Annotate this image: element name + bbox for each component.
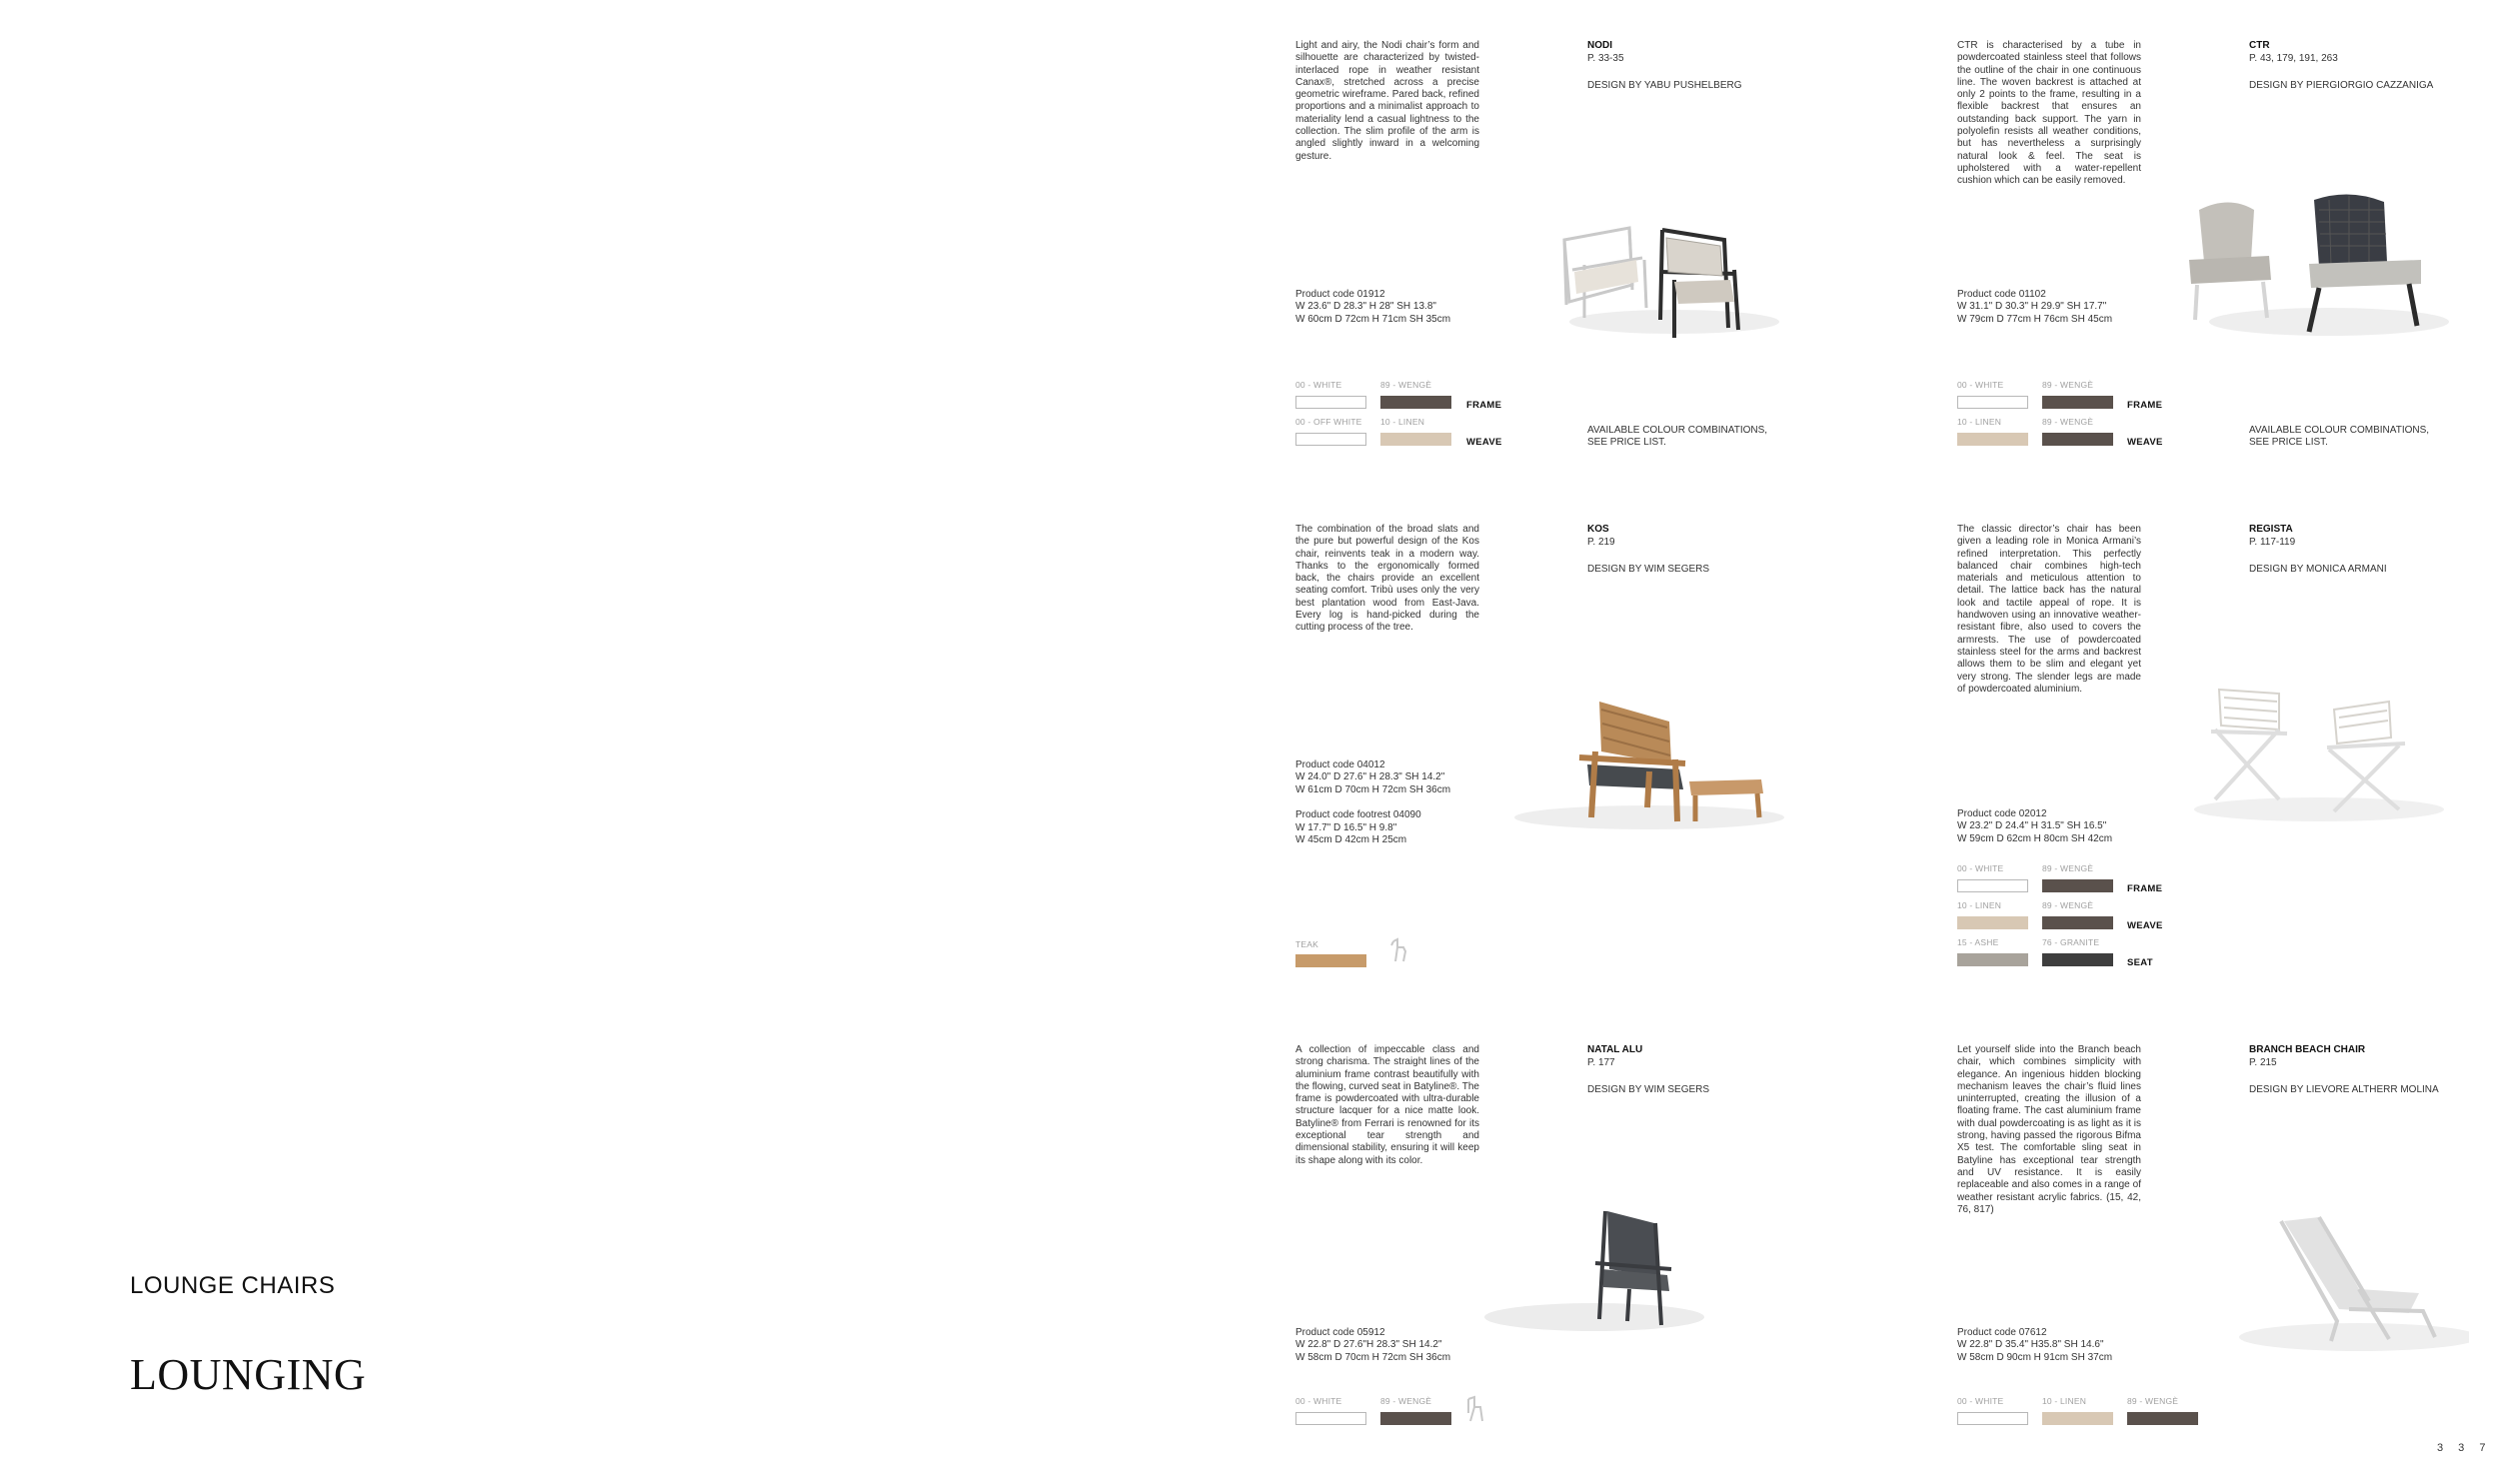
- regista-swatch-label-6: 76 - GRANITE: [2042, 937, 2100, 947]
- branch-chair-image: [2209, 1209, 2469, 1359]
- ctr-available-line-2: SEE PRICE LIST.: [2249, 437, 2328, 448]
- natal-codes: [1295, 1327, 1515, 1364]
- nodi-cat-frame: FRAME: [1466, 400, 1502, 411]
- ctr-name: CTR: [2249, 40, 2270, 51]
- kos-codes: [1295, 759, 1515, 846]
- regista-swatch-3: [1957, 916, 2028, 929]
- natal-meta: [1587, 1044, 1807, 1097]
- branch-dims-cm: W 58cm D 90cm H 91cm SH 37cm: [1957, 1351, 2113, 1363]
- page-number: 3 3 7: [2437, 1442, 2492, 1454]
- nodi-cat-weave: WEAVE: [1466, 437, 1502, 448]
- ctr-chair-image: [2159, 190, 2459, 345]
- ctr-meta: [2249, 40, 2469, 93]
- nodi-available-line-2: SEE PRICE LIST.: [1587, 437, 1666, 448]
- ctr-swatch-label-3: 10 - LINEN: [1957, 417, 2002, 427]
- ctr-codes: [1957, 289, 2177, 326]
- regista-product-code: Product code 02012: [1957, 808, 2047, 819]
- branch-dims-in: W 22.8" D 35.4" H35.8" SH 14.6": [1957, 1339, 2104, 1351]
- natal-swatch-2: [1380, 1412, 1451, 1425]
- nodi-swatch-label-2: 89 - WENGÈ: [1380, 380, 1432, 390]
- ctr-swatch-1: [1957, 396, 2028, 409]
- natal-dims-in: W 22.8" D 27.6"H 28.3" SH 14.2": [1295, 1339, 1442, 1351]
- nodi-swatch-1: [1295, 396, 1366, 409]
- regista-swatch-4: [2042, 916, 2113, 929]
- regista-swatch-1: [1957, 879, 2028, 892]
- natal-swatch-1: [1295, 1412, 1366, 1425]
- natal-swatch-label-2: 89 - WENGÈ: [1380, 1396, 1432, 1406]
- regista-swatch-2: [2042, 879, 2113, 892]
- kos-dims-cm: W 61cm D 70cm H 72cm SH 36cm: [1295, 783, 1451, 795]
- kos-swatch-label-1: TEAK: [1295, 939, 1319, 949]
- outdoor-chair-icon: [1462, 1395, 1486, 1430]
- kos-description: The combination of the broad slats and the pure but powerful design of the Kos chair, reinvents teak in a modern way. Thanks to the ergonomically formed back, the chairs provide an excellent seating comfort. Tribù uses only the very best plantation wood from East-Java. Every log is hand-picked during the cutting process of the tree.: [1295, 524, 1479, 634]
- regista-swatch-label-3: 10 - LINEN: [1957, 900, 2002, 910]
- branch-swatch-3: [2127, 1412, 2198, 1425]
- nodi-chair-image: [1524, 210, 1794, 350]
- natal-pages: P. 177: [1587, 1056, 1615, 1068]
- nodi-product-code: Product code 01912: [1295, 289, 1385, 300]
- nodi-dims-in: W 23.6" D 28.3" H 28" SH 13.8": [1295, 301, 1436, 313]
- nodi-description: Light and airy, the Nodi chair’s form and silhouette are characterized by twisted-interlaced rope in weather resistant Canax®, stretched across a precise geometric wireframe. Pared back, refined proportions and a minimalist approach to materiality lend a casual lightness to the collection. The slim profile of the arm is angled slightly inward in a welcoming gesture.: [1295, 40, 1479, 162]
- natal-description: A collection of impeccable class and strong charisma. The straight lines of the aluminium frame contrast beautifully with the flowing, curved seat in Batyline®. The frame is powdercoated with ultra-durable structure lacquer for a nice matte look. Batyline® from Ferrari is renowned for its exceptional tear strength and dimensional stability, ensuring it will keep its shape along with its color.: [1295, 1044, 1479, 1166]
- regista-cat-frame: FRAME: [2127, 883, 2163, 894]
- natal-product-code: Product code 05912: [1295, 1327, 1385, 1338]
- ctr-swatch-label-2: 89 - WENGÈ: [2042, 380, 2094, 390]
- ctr-description: CTR is characterised by a tube in powdercoated stainless steel that follows the outline of the chair in one continuous line. The woven backrest is attached at only 2 points to the frame, resulting in a flexible backrest that ensures an outstanding back support. The yarn in polyolefin resists all weather conditions, but has nevertheless a surprisingly natural look & feel. The seat is upholstered with a water-repellent cushion which can be easily removed.: [1957, 40, 2141, 187]
- ctr-cat-weave: WEAVE: [2127, 437, 2163, 448]
- nodi-designer: DESIGN BY YABU PUSHELBERG: [1587, 80, 1742, 91]
- nodi-swatch-label-3: 00 - OFF WHITE: [1295, 417, 1362, 427]
- natal-name: NATAL ALU: [1587, 1044, 1643, 1055]
- ctr-dims-in: W 31.1" D 30.3" H 29.9" SH 17.7": [1957, 301, 2107, 313]
- natal-swatch-label-1: 00 - WHITE: [1295, 1396, 1342, 1406]
- branch-swatch-label-1: 00 - WHITE: [1957, 1396, 2004, 1406]
- kos-designer: DESIGN BY WIM SEGERS: [1587, 564, 1710, 575]
- kos-name: KOS: [1587, 524, 1609, 535]
- ctr-swatch-label-4: 89 - WENGÈ: [2042, 417, 2094, 427]
- nodi-swatch-label-1: 00 - WHITE: [1295, 380, 1342, 390]
- ctr-swatch-4: [2042, 433, 2113, 446]
- ctr-pages: P. 43, 179, 191, 263: [2249, 52, 2338, 64]
- regista-chair-image: [2169, 680, 2459, 829]
- kos-swatch-1: [1295, 954, 1366, 967]
- regista-cat-weave: WEAVE: [2127, 920, 2163, 931]
- ctr-swatch-label-1: 00 - WHITE: [1957, 380, 2004, 390]
- nodi-pages: P. 33-35: [1587, 52, 1624, 64]
- regista-swatch-label-4: 89 - WENGÈ: [2042, 900, 2094, 910]
- nodi-swatch-label-4: 10 - LINEN: [1380, 417, 1425, 427]
- nodi-swatch-2: [1380, 396, 1451, 409]
- regista-swatch-5: [1957, 953, 2028, 966]
- regista-cat-seat: SEAT: [2127, 957, 2153, 968]
- nodi-available-line-1: AVAILABLE COLOUR COMBINATIONS,: [1587, 425, 1768, 436]
- kos-footrest-dims-in: W 17.7" D 16.5" H 9.8": [1295, 821, 1397, 833]
- regista-swatch-label-5: 15 - ASHE: [1957, 937, 1999, 947]
- main-title: LOUNGING: [130, 1350, 367, 1399]
- branch-designer: DESIGN BY LIEVORE ALTHERR MOLINA: [2249, 1084, 2439, 1095]
- kos-footrest-code: Product code footrest 04090: [1295, 809, 1421, 821]
- regista-swatch-6: [2042, 953, 2113, 966]
- nodi-swatch-3: [1295, 433, 1366, 446]
- nodi-name: NODI: [1587, 40, 1612, 51]
- regista-pages: P. 117-119: [2249, 536, 2296, 548]
- branch-swatch-label-3: 89 - WENGÈ: [2127, 1396, 2179, 1406]
- branch-meta: [2249, 1044, 2469, 1097]
- branch-pages: P. 215: [2249, 1056, 2277, 1068]
- ctr-available-line-1: AVAILABLE COLOUR COMBINATIONS,: [2249, 425, 2430, 436]
- ctr-available: [2249, 425, 2459, 449]
- regista-description: The classic director’s chair has been given a leading role in Monica Armani’s refined interpretation. This perfectly balanced chair combines high-tech materials and meticulous attention to detail. The lattice back has the natural look and tactile appeal of rope. It is handwoven using an innovative weather-resistant fibre, also used to covers the armrests. The use of powdercoated stainless steel for the arms and backrest allows them to be slim and elegant yet very strong. The slender legs are made of powdercoated aluminium.: [1957, 524, 2141, 695]
- kos-dims-in: W 24.0" D 27.6" H 28.3" SH 14.2": [1295, 771, 1445, 783]
- outdoor-dog-icon: [1387, 937, 1411, 970]
- ctr-cat-frame: FRAME: [2127, 400, 2163, 411]
- nodi-available: [1587, 425, 1797, 449]
- kos-product-code: Product code 04012: [1295, 759, 1385, 770]
- regista-dims-cm: W 59cm D 62cm H 80cm SH 42cm: [1957, 832, 2113, 844]
- nodi-dims-cm: W 60cm D 72cm H 71cm SH 35cm: [1295, 313, 1451, 325]
- nodi-meta: [1587, 40, 1807, 93]
- branch-swatch-label-2: 10 - LINEN: [2042, 1396, 2087, 1406]
- natal-chair-image: [1479, 1199, 1709, 1339]
- regista-swatch-label-1: 00 - WHITE: [1957, 863, 2004, 873]
- natal-dims-cm: W 58cm D 70cm H 72cm SH 36cm: [1295, 1351, 1451, 1363]
- ctr-dims-cm: W 79cm D 77cm H 76cm SH 45cm: [1957, 313, 2113, 325]
- branch-product-code: Product code 07612: [1957, 1327, 2047, 1338]
- ctr-swatch-2: [2042, 396, 2113, 409]
- branch-description: Let yourself slide into the Branch beach chair, which combines simplicity with elegance. An ingenious hidden blocking mechanism leaves the chair’s fluid lines uninterrupted, creating the illusion of a floating frame. The cast aluminium frame with dual powdercoating is as light as it is strong, having passed the rigorous Bifma X5 test. The comfortable sling seat in Batyline has exceptional tear strength and UV resistance. It is easily replaceable and also comes in a range of weather resistant acrylic fabrics. (15, 42, 76, 817): [1957, 1044, 2141, 1215]
- ctr-product-code: Product code 01102: [1957, 289, 2046, 300]
- branch-codes: [1957, 1327, 2177, 1364]
- branch-swatch-2: [2042, 1412, 2113, 1425]
- kos-meta: [1587, 524, 1807, 577]
- section-title: LOUNGE CHAIRS: [130, 1272, 336, 1299]
- nodi-codes: [1295, 289, 1515, 326]
- regista-codes: [1957, 808, 2177, 845]
- ctr-swatch-3: [1957, 433, 2028, 446]
- natal-designer: DESIGN BY WIM SEGERS: [1587, 1084, 1710, 1095]
- regista-meta: [2249, 524, 2469, 577]
- regista-swatch-label-2: 89 - WENGÈ: [2042, 863, 2094, 873]
- nodi-swatch-4: [1380, 433, 1451, 446]
- regista-dims-in: W 23.2" D 24.4" H 31.5" SH 16.5": [1957, 820, 2107, 832]
- branch-swatch-1: [1957, 1412, 2028, 1425]
- branch-name: BRANCH BEACH CHAIR: [2249, 1044, 2366, 1055]
- regista-designer: DESIGN BY MONICA ARMANI: [2249, 564, 2387, 575]
- kos-pages: P. 219: [1587, 536, 1615, 548]
- kos-footrest-dims-cm: W 45cm D 42cm H 25cm: [1295, 834, 1407, 846]
- regista-name: REGISTA: [2249, 524, 2293, 535]
- ctr-designer: DESIGN BY PIERGIORGIO CAZZANIGA: [2249, 80, 2434, 91]
- kos-chair-image: [1499, 690, 1789, 839]
